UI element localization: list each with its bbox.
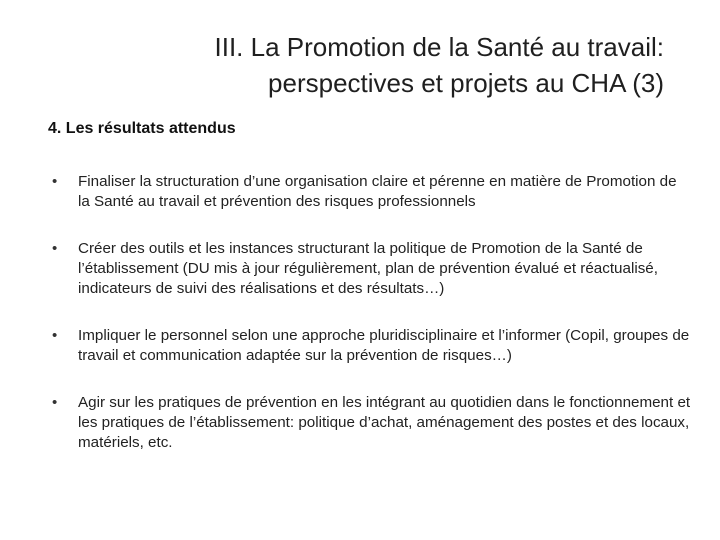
bullet-list [52, 172, 692, 480]
bullet-text: Impliquer le personnel selon une approche pluridisciplinaire et l’informer (Copil, groupes de travail et communication adaptée sur la prévention de risques…) [78, 327, 690, 364]
bullet-item [52, 326, 692, 366]
bullet-icon: • [52, 394, 58, 411]
bullet-icon: • [52, 240, 58, 257]
section-heading: 4. Les résultats attendus [48, 120, 236, 137]
bullet-item [52, 393, 692, 453]
bullet-item [52, 172, 692, 212]
bullet-icon: • [52, 173, 58, 190]
slide-title-line-1: III. La Promotion de la Santé au travail: [214, 32, 664, 63]
slide-title [64, 29, 664, 101]
slide-title-line-2: perspectives et projets au CHA (3) [268, 68, 664, 99]
bullet-text: Créer des outils et les instances structurant la politique de Promotion de la Santé de l’établissement (DU mis à jour régulièrement, plan de prévention évalué et réactualisé, indicateurs de suivi des réalisations et des résultats…) [78, 240, 658, 297]
bullet-text: Finaliser la structuration d’une organisation claire et pérenne en matière de Promotion de la Santé au travail et prévention des risques professionnels [78, 173, 677, 210]
bullet-text: Agir sur les pratiques de prévention en les intégrant au quotidien dans le fonctionnement et les pratiques de l’établissement: politique d’achat, aménagement des postes et des locaux, matériels, etc. [78, 394, 691, 451]
bullet-item [52, 239, 692, 299]
bullet-icon: • [52, 327, 58, 344]
